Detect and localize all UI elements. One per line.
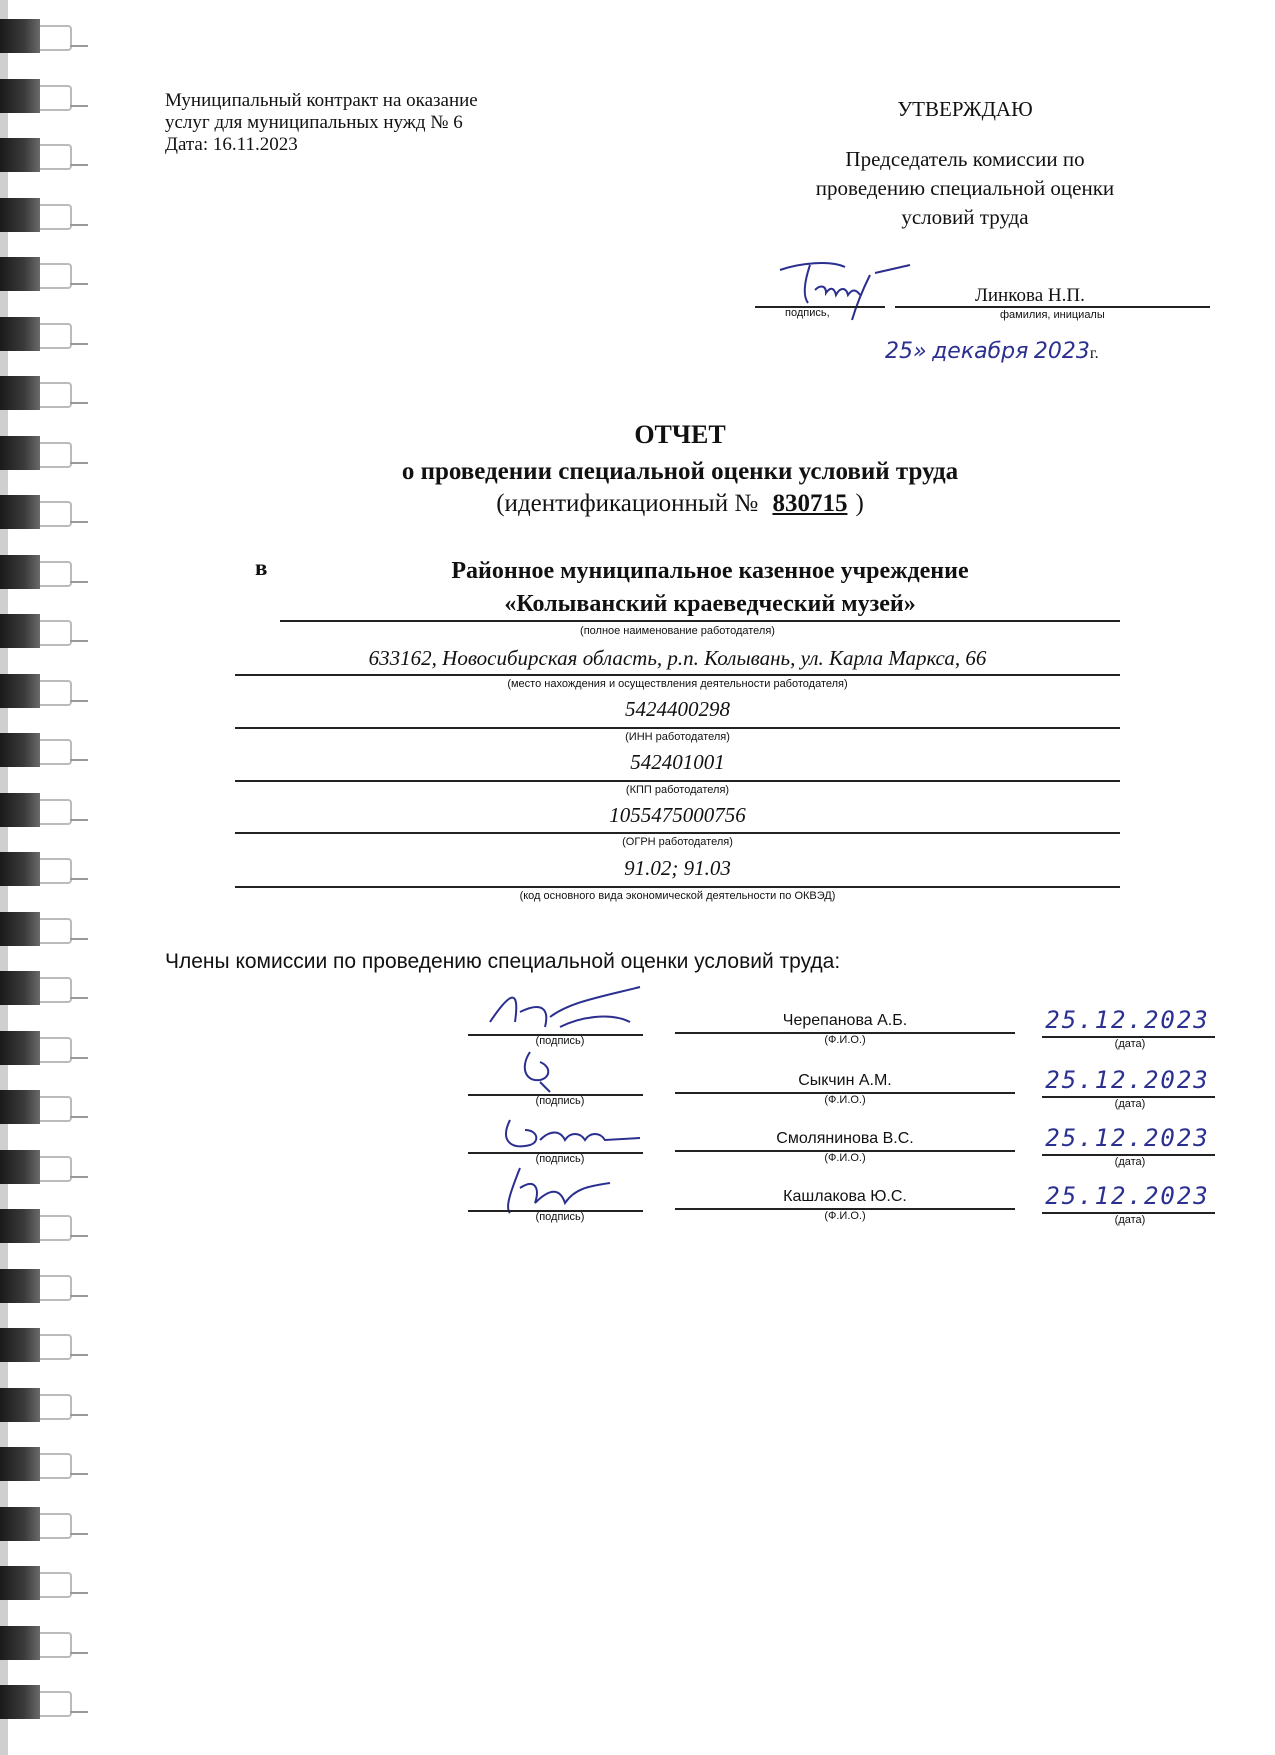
binding-ring bbox=[0, 779, 95, 839]
approval-role bbox=[780, 145, 1150, 232]
approval-role-line-1: Председатель комиссии по bbox=[845, 147, 1085, 171]
approval-date: 25» декабря 2023г. bbox=[885, 339, 1099, 364]
okved-field bbox=[235, 856, 1120, 881]
kpp-caption: (КПП работодателя) bbox=[625, 784, 730, 796]
report-id-prefix: (идентификационный № bbox=[496, 490, 759, 517]
binding-ring bbox=[0, 5, 95, 65]
member-date-caption: (дата) bbox=[1114, 1098, 1146, 1110]
binding-ring bbox=[0, 184, 95, 244]
approval-date-suffix: г. bbox=[1089, 345, 1099, 362]
commission-heading: Члены комиссии по проведению специальной оценки условий труда: bbox=[165, 950, 841, 973]
binding-ring bbox=[0, 957, 95, 1017]
employer-kpp: 542401001 bbox=[630, 750, 725, 774]
contract-line-1: Муниципальный контракт на оказание bbox=[165, 90, 478, 111]
binding-ring bbox=[0, 1552, 95, 1612]
binding-ring bbox=[0, 898, 95, 958]
member-date-caption: (дата) bbox=[1114, 1038, 1146, 1050]
member-name: Сыкчин А.М. bbox=[798, 1072, 892, 1089]
okved-caption-wrap bbox=[235, 886, 1120, 904]
binding-ring bbox=[0, 1314, 95, 1374]
member-signature-caption: (подпись) bbox=[535, 1211, 585, 1223]
approval-date-month: декабря bbox=[932, 339, 1029, 364]
binding-ring bbox=[0, 1017, 95, 1077]
binding-ring bbox=[0, 124, 95, 184]
inn-field bbox=[235, 697, 1120, 722]
employer-name-line-1: Районное муниципальное казенное учреждение bbox=[451, 558, 969, 584]
address-caption: (место нахождения и осуществления деятельности работодателя) bbox=[507, 678, 848, 690]
kpp-caption-wrap bbox=[235, 780, 1120, 798]
member-date-caption: (дата) bbox=[1114, 1214, 1146, 1226]
member-signature-caption: (подпись) bbox=[535, 1153, 585, 1165]
employer-ogrn: 1055475000756 bbox=[609, 803, 746, 827]
contract-date: Дата: 16.11.2023 bbox=[165, 134, 298, 155]
binding-ring bbox=[0, 362, 95, 422]
report-title: ОТЧЕТ bbox=[634, 420, 726, 449]
binding-ring bbox=[0, 600, 95, 660]
binding-ring bbox=[0, 303, 95, 363]
member-name-caption: (Ф.И.О.) bbox=[824, 1094, 866, 1106]
report-subtitle: о проведении специальной оценки условий труда bbox=[401, 458, 959, 485]
member-name-caption: (Ф.И.О.) bbox=[824, 1034, 866, 1046]
binding-ring bbox=[0, 243, 95, 303]
member-date: 25.12.2023 bbox=[1045, 1182, 1210, 1210]
kpp-field bbox=[235, 750, 1120, 775]
member-date: 25.12.2023 bbox=[1045, 1124, 1210, 1152]
spiral-binding bbox=[0, 0, 95, 1755]
employer-name-caption: (полное наименование работодателя) bbox=[580, 625, 775, 637]
contract-info bbox=[165, 90, 478, 156]
employer-prefix: в bbox=[255, 555, 268, 580]
report-id bbox=[235, 490, 1125, 518]
binding-ring bbox=[0, 1374, 95, 1434]
employer-address: 633162, Новосибирская область, р.п. Колывань, ул. Карла Маркса, 66 bbox=[368, 646, 987, 670]
member-name-caption: (Ф.И.О.) bbox=[824, 1210, 866, 1222]
employer-okved: 91.02; 91.03 bbox=[624, 856, 731, 880]
binding-ring bbox=[0, 1255, 95, 1315]
binding-ring bbox=[0, 1195, 95, 1255]
binding-ring bbox=[0, 481, 95, 541]
binding-ring bbox=[0, 422, 95, 482]
ogrn-field bbox=[235, 803, 1120, 828]
approval-date-day: 25 bbox=[885, 339, 913, 364]
binding-ring bbox=[0, 660, 95, 720]
chair-name: Линкова Н.П. bbox=[975, 285, 1085, 306]
chair-name-caption: фамилия, инициалы bbox=[1000, 309, 1105, 321]
binding-ring bbox=[0, 1612, 95, 1672]
binding-ring bbox=[0, 1433, 95, 1493]
employer-inn: 5424400298 bbox=[625, 697, 730, 721]
report-id-suffix: ) bbox=[855, 490, 864, 517]
binding-ring bbox=[0, 1136, 95, 1196]
chair-signature bbox=[760, 245, 920, 325]
binding-ring bbox=[0, 1493, 95, 1553]
chair-signature-caption: подпись, bbox=[785, 307, 830, 319]
employer-name-line-2: «Колыванский краеведческий музей» bbox=[504, 591, 916, 617]
address-caption-wrap bbox=[235, 674, 1120, 692]
contract-line-2: услуг для муниципальных нужд № 6 bbox=[165, 112, 463, 133]
member-name: Смолянинова В.С. bbox=[776, 1130, 914, 1147]
member-name: Черепанова А.Б. bbox=[782, 1012, 908, 1029]
okved-caption: (код основного вида экономической деятельности по ОКВЭД) bbox=[519, 890, 836, 902]
binding-ring bbox=[0, 1076, 95, 1136]
member-name-caption: (Ф.И.О.) bbox=[824, 1152, 866, 1164]
member-signature-caption: (подпись) bbox=[535, 1035, 585, 1047]
binding-ring bbox=[0, 65, 95, 125]
inn-caption: (ИНН работодателя) bbox=[625, 731, 730, 743]
member-name: Кашлакова Ю.С. bbox=[783, 1188, 907, 1205]
employer-name-caption-wrap bbox=[235, 621, 1120, 639]
member-date-caption: (дата) bbox=[1114, 1156, 1146, 1168]
approval-role-line-3: условий труда bbox=[901, 205, 1029, 229]
report-id-number: 830715 bbox=[772, 490, 848, 517]
address-field bbox=[235, 646, 1120, 671]
member-date: 25.12.2023 bbox=[1045, 1006, 1210, 1034]
ogrn-caption: (ОГРН работодателя) bbox=[622, 836, 733, 848]
employer-name bbox=[280, 555, 1140, 621]
approval-date-year: 2023 bbox=[1033, 339, 1090, 364]
member-date: 25.12.2023 bbox=[1045, 1066, 1210, 1094]
ogrn-caption-wrap bbox=[235, 832, 1120, 850]
approval-role-line-2: проведению специальной оценки bbox=[815, 176, 1115, 200]
binding-ring bbox=[0, 541, 95, 601]
member-signature-caption: (подпись) bbox=[535, 1095, 585, 1107]
inn-caption-wrap bbox=[235, 727, 1120, 745]
approval-heading: УТВЕРЖДАЮ bbox=[897, 97, 1033, 121]
binding-ring bbox=[0, 1671, 95, 1731]
binding-ring bbox=[0, 719, 95, 779]
binding-ring bbox=[0, 838, 95, 898]
